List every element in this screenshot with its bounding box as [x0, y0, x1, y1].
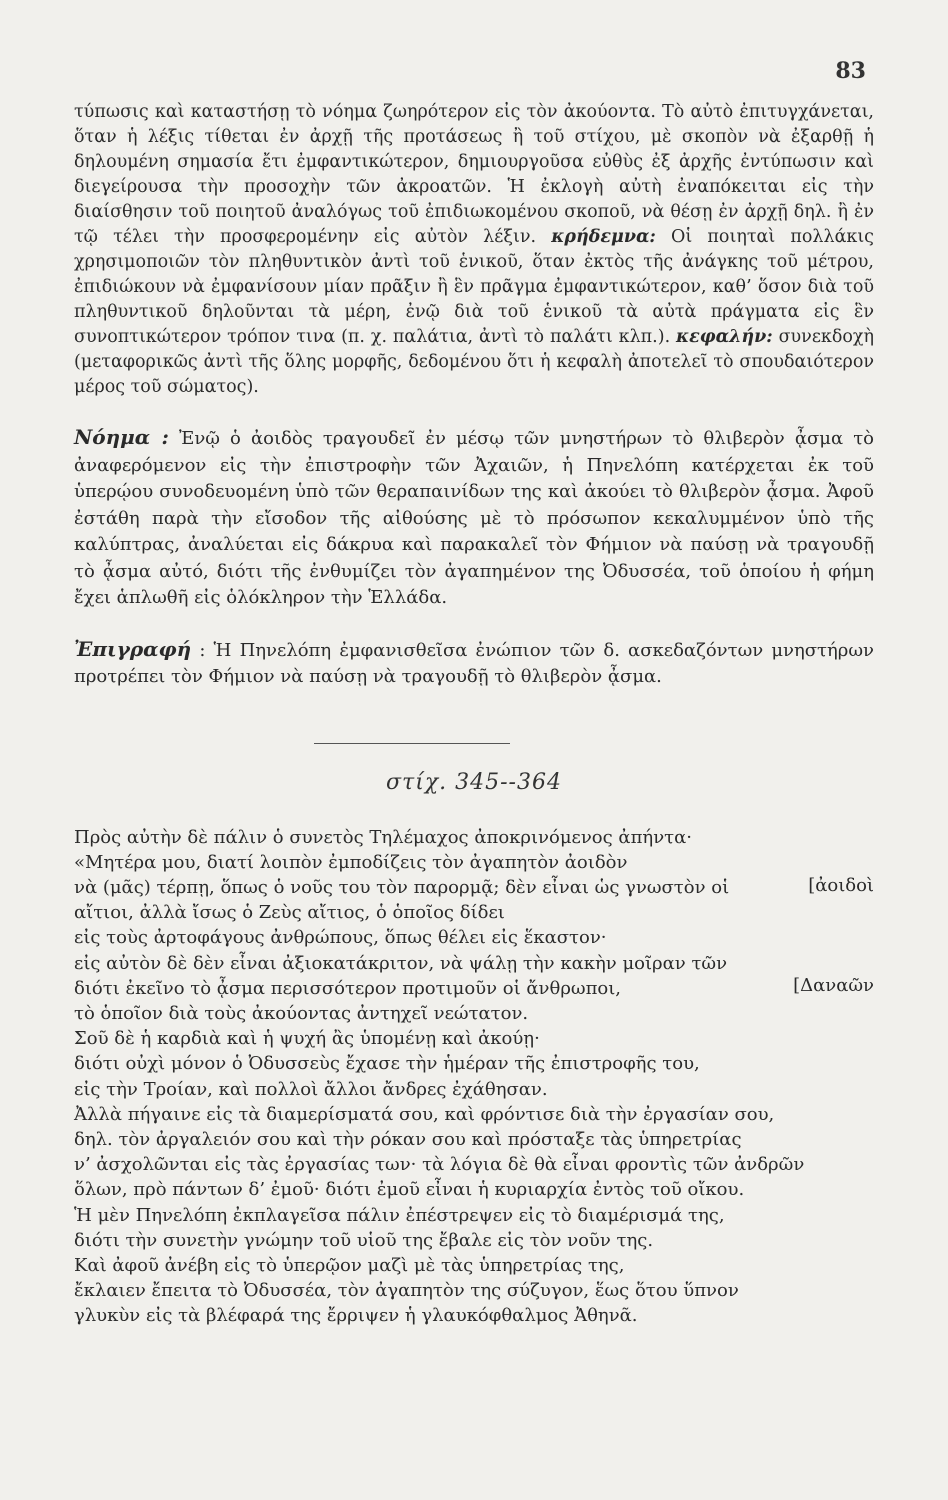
- verse-line: διότι ἐκεῖνο τὸ ᾆσμα περισσότερον προτιμοῦν οἱ ἄνθρωποι,: [74, 977, 622, 999]
- verse-line: εἰς αὐτὸν δὲ δὲν εἶναι ἀξιοκατάκριτον, νὰ ψάλῃ τὴν κακὴν μοῖραν τῶν: [74, 952, 728, 974]
- verse-line: νὰ (μᾶς) τέρπῃ, ὅπως ὁ νοῦς του τὸν παρορμᾷ; δὲν εἶναι ὡς γνωστὸν οἱ: [74, 876, 730, 898]
- epigrafi-label: Ἐπιγραφή: [74, 636, 192, 661]
- verse-carryover: [Δαναῶν: [793, 974, 874, 996]
- noima-label: Νόημα :: [74, 425, 169, 449]
- page-number: 83: [835, 58, 866, 84]
- commentary-term-kredemna: κρήδεμνα:: [551, 227, 656, 247]
- verse-line: Πρὸς αὐτὴν δὲ πάλιν ὁ συνετὸς Τηλέμαχος ἀποκρινόμενος ἀπήντα·: [74, 826, 692, 848]
- commentary-term-kefalin: κεφαλήν:: [676, 327, 773, 347]
- verse-line: ν’ ἀσχολῶνται εἰς τὰς ἐργασίας των· τὰ λόγια δὲ θὰ εἶναι φροντὶς τῶν ἀνδρῶν: [74, 1154, 805, 1176]
- verse-line: εἰς τὴν Τροίαν, καὶ πολλοὶ ἄλλοι ἄνδρες ἐχάθησαν.: [74, 1078, 548, 1100]
- verse-carryover: [ἀοιδοὶ: [808, 874, 874, 896]
- verse-line: εἰς τοὺς ἀρτοφάγους ἀνθρώπους, ὅπως θέλει εἰς ἕκαστον·: [74, 927, 607, 949]
- verse-line: Σοῦ δὲ ἡ καρδιὰ καὶ ἡ ψυχή ἂς ὑπομένῃ καὶ ἀκούῃ·: [74, 1028, 540, 1050]
- verse-line: δηλ. τὸν ἀργαλειόν σου καὶ τὴν ρόκαν σου καὶ πρόσταξε τὰς ὑπηρετρίας: [74, 1128, 742, 1150]
- verse-line: Ἡ μὲν Πηνελόπη ἐκπλαγεῖσα πάλιν ἐπέστρεψεν εἰς τὸ διαμέρισμά της,: [74, 1204, 725, 1226]
- commentary-term-kredemna-text: Οἱ ποιηταὶ πολλάκις χρησιμοποιῶν τὸν πληθυντικὸν ἀντὶ τοῦ ἑνικοῦ, ὅταν ἐκτὸς τῆς ἀνάγκης τοῦ μέτρου, ἐπιδιώκουν νὰ ἐμφανίσουν μίαν πρᾶξιν ἢ ἓν πρᾶγμα ἐμφαντικώτερον, καθ’ ὅσον διὰ τοῦ πληθυντικοῦ δηλοῦνται τὰ μέρη, ἐνῷ διὰ τοῦ ἑνικοῦ τὰ αὐτὰ πράγματα εἰς ἓν συνοπτικώτερον τρόπον τινα (π. χ. παλάτια, ἀντὶ τὸ παλάτι κλπ.).: [74, 227, 874, 347]
- page-content: [74, 100, 874, 1329]
- verse-heading: στίχ. 345--364: [386, 769, 562, 795]
- verse-line: Καὶ ἀφοῦ ἀνέβη εἰς τὸ ὑπερῷον μαζὶ μὲ τὰς ὑπηρετρίας της,: [74, 1254, 625, 1276]
- noima-section: [74, 424, 874, 612]
- verse-line: διότι οὐχὶ μόνον ὁ Ὀδυσσεὺς ἔχασε τὴν ἡμέραν τῆς ἐπιστροφῆς του,: [74, 1053, 700, 1075]
- epigrafi-section: [74, 636, 874, 691]
- commentary-term-kefalin-text: συνεκδοχὴ (μεταφορικῶς ἀντὶ τῆς ὅλης μορφῆς, δεδομένου ὅτι ἡ κεφαλὴ ἀποτελεῖ τὸ σπουδαιότερον μέρος τοῦ σώματος).: [74, 327, 874, 397]
- verse-line: Ἀλλὰ πήγαινε εἰς τὰ διαμερίσματά σου, καὶ φρόντισε διὰ τὴν ἐργασίαν σου,: [74, 1103, 775, 1125]
- verse-line: ἔκλαιεν ἔπειτα τὸ Ὀδυσσέα, τὸν ἀγαπητὸν της σύζυγον, ἕως ὅτου ὕπνον: [74, 1280, 739, 1302]
- verse-line: αἴτιοι, ἀλλὰ ἴσως ὁ Ζεὺς αἴτιος, ὁ ὁποῖος δίδει: [74, 902, 505, 924]
- verse-line: ὅλων, πρὸ πάντων δ’ ἐμοῦ· διότι ἐμοῦ εἶναι ἡ κυριαρχία ἐντὸς τοῦ οἴκου.: [74, 1179, 745, 1201]
- verse-line: διότι τὴν συνετὴν γνώμην τοῦ υἱοῦ της ἔβαλε εἰς τὸν νοῦν της.: [74, 1229, 654, 1251]
- verse-translation: [74, 825, 874, 1329]
- verse-line: «Μητέρα μου, διατί λοιπὸν ἐμποδίζεις τὸν ἀγαπητὸν ἀοιδὸν: [74, 851, 628, 873]
- commentary-block: [74, 100, 874, 400]
- commentary-paragraph: [74, 100, 874, 400]
- noima-text: Ἐνῷ ὁ ἀοιδὸς τραγουδεῖ ἐν μέσῳ τῶν μνηστήρων τὸ θλιβερὸν ᾆσμα τὸ ἀναφερόμενον εἰς τὴν ἐπιστροφὴν τῶν Ἀχαιῶν, ἡ Πηνελόπη κατέρχεται ἐκ τοῦ ὑπερῴου συνοδευομένη ὑπὸ τῶν θεραπαινίδων της καὶ ἀκούει τὸ θλιβερὸν ᾆσμα. Ἀφοῦ ἐστάθη παρὰ τὴν εἴσοδον τῆς αἰθούσης μὲ τὸ πρόσωπον κεκαλυμμένον ὑπὸ τῆς καλύπτρας, ἀναλύεται εἰς δάκρυα καὶ παρακαλεῖ τὸν Φήμιον νὰ παύσῃ νὰ τραγουδῇ τὸ ᾆσμα αὐτό, διότι τῆς ἐνθυμίζει τὸν ἀγαπημένον της Ὀδυσσέα, τοῦ ὁποίου ἡ φήμη ἔχει ἁπλωθῆ εἰς ὁλόκληρον τὴν Ἑλλάδα.: [74, 428, 874, 608]
- section-divider: [314, 743, 510, 744]
- verse-line: τὸ ὁποῖον διὰ τοὺς ἀκούοντας ἀντηχεῖ νεώτατον.: [74, 1002, 529, 1024]
- epigrafi-text: : Ἡ Πηνελόπη ἐμφανισθεῖσα ἐνώπιον τῶν δ. ασκεδαζόντων μνηστήρων προτρέπει τὸν Φήμιον νὰ παύσῃ νὰ τραγουδῇ τὸ θλιβερὸν ᾆσμα.: [74, 639, 874, 687]
- commentary-text: τύπωσις καὶ καταστήσῃ τὸ νόημα ζωηρότερον εἰς τὸν ἀκούοντα. Τὸ αὐτὸ ἐπιτυγχάνεται, ὅταν ἡ λέξις τίθεται ἐν ἀρχῇ τῆς προτάσεως ἢ τοῦ στίχου, μὲ σκοπὸν νὰ ἐξαρθῇ ἡ δηλουμένη σημασία ἔτι ἐμφαντικώτερον, δημιουργοῦσα εὐθὺς ἐξ ἀρχῆς ἐντύπωσιν καὶ διεγείρουσα τὴν προσοχὴν τῶν ἀκροατῶν. Ἡ ἐκλογὴ αὐτὴ ἐναπόκειται εἰς τὴν διαίσθησιν τοῦ ποιητοῦ ἀναλόγως τοῦ ἐπιδιωκομένου σκοποῦ, νὰ θέσῃ ἐν ἀρχῇ δηλ. ἢ ἐν τῷ τέλει τὴν προσφερομένην εἰς αὐτὸν λέξιν.: [74, 102, 874, 247]
- verse-line: γλυκὺν εἰς τὰ βλέφαρά της ἔρριψεν ἡ γλαυκόφθαλμος Ἀθηνᾶ.: [74, 1305, 638, 1327]
